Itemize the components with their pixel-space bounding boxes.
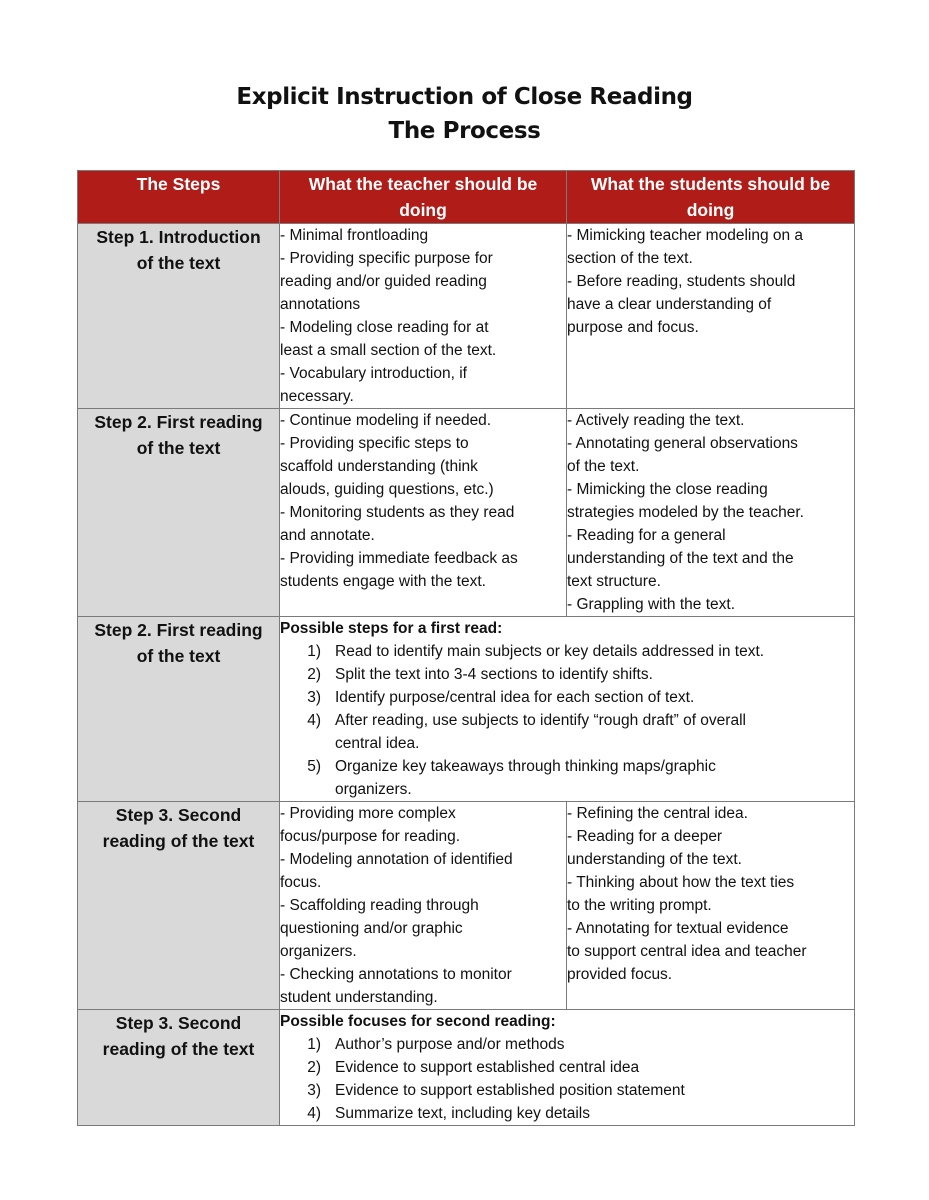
teacher-cell <box>280 409 567 617</box>
teacher-text-line: - Modeling close reading for at <box>280 319 489 336</box>
students-text-line: - Mimicking the close reading <box>567 481 768 498</box>
process-table <box>77 170 855 1126</box>
teacher-text-line: questioning and/or graphic <box>280 920 463 937</box>
teacher-text-line: focus/purpose for reading. <box>280 828 461 845</box>
teacher-cell <box>280 224 567 409</box>
list-title: Possible focuses for second reading: <box>280 1013 556 1030</box>
teacher-text-line: focus. <box>280 874 322 891</box>
list-item-text <box>335 1033 854 1056</box>
list-item-text <box>335 1056 854 1079</box>
students-text-line: - Annotating general observations <box>567 435 798 452</box>
list-item-text <box>335 1079 854 1102</box>
students-cell <box>567 409 855 617</box>
teacher-text-line: student understanding. <box>280 989 438 1006</box>
teacher-text-line: annotations <box>280 296 361 313</box>
students-text-line: of the text. <box>567 458 640 475</box>
list-item-line: Identify purpose/central idea for each section of text. <box>335 689 695 706</box>
step-label-line: reading of the text <box>102 1039 255 1059</box>
header-students <box>567 171 855 224</box>
step-label <box>78 409 280 617</box>
list-item-number: 1) <box>307 643 321 660</box>
list-item-line: After reading, use subjects to identify “rough draft” of overall <box>335 712 746 729</box>
document-title <box>0 80 929 148</box>
students-text-line: text structure. <box>567 573 661 590</box>
table-row <box>78 224 855 409</box>
step-label <box>78 802 280 1010</box>
list-item <box>280 1102 854 1125</box>
step-label-line: of the text <box>136 253 221 273</box>
list-item-number: 5) <box>307 758 321 775</box>
table-row <box>78 1010 855 1126</box>
list-item-number: 4) <box>307 1105 321 1122</box>
students-text-line: - Grappling with the text. <box>567 596 735 613</box>
step-label <box>78 224 280 409</box>
students-text-line: section of the text. <box>567 250 693 267</box>
teacher-text-line: - Providing specific purpose for <box>280 250 493 267</box>
students-text-line: - Thinking about how the text ties <box>567 874 795 891</box>
teacher-text-line: and annotate. <box>280 527 375 544</box>
students-text-line: provided focus. <box>567 966 673 983</box>
list-item-text <box>335 755 854 801</box>
list-item-line: Author’s purpose and/or methods <box>335 1036 565 1053</box>
students-text-line: - Annotating for textual evidence <box>567 920 789 937</box>
students-text-line: - Reading for a general <box>567 527 726 544</box>
numbered-list <box>280 640 854 801</box>
teacher-text-line: students engage with the text. <box>280 573 486 590</box>
students-text-line: purpose and focus. <box>567 319 699 336</box>
numbered-list <box>280 1033 854 1125</box>
teacher-text-line: - Vocabulary introduction, if <box>280 365 467 382</box>
list-item <box>280 755 854 801</box>
list-item <box>280 1079 854 1102</box>
students-text-line: - Refining the central idea. <box>567 805 748 822</box>
list-item-line: Summarize text, including key details <box>335 1105 591 1122</box>
students-text-line: to the writing prompt. <box>567 897 712 914</box>
teacher-text-line: - Providing more complex <box>280 805 456 822</box>
header-teacher <box>280 171 567 224</box>
teacher-text-line: - Minimal frontloading <box>280 227 429 244</box>
header-text-line: doing <box>686 200 735 220</box>
teacher-text-line: - Continue modeling if needed. <box>280 412 492 429</box>
header-text-line: doing <box>399 200 447 220</box>
list-cell <box>280 617 855 802</box>
teacher-text-line: least a small section of the text. <box>280 342 497 359</box>
header-text-line: What the teacher should be <box>308 174 538 194</box>
step-label-line: of the text <box>136 438 221 458</box>
list-item-number: 3) <box>307 1082 321 1099</box>
header-row <box>78 171 855 224</box>
students-text-line: - Reading for a deeper <box>567 828 723 845</box>
list-title: Possible steps for a first read: <box>280 620 503 637</box>
students-cell <box>567 802 855 1010</box>
step-label-line: reading of the text <box>102 831 255 851</box>
step-label-line: of the text <box>136 646 221 666</box>
step-label-line: Step 2. First reading <box>94 620 263 640</box>
list-item-number: 2) <box>307 1059 321 1076</box>
list-item <box>280 1056 854 1079</box>
list-cell <box>280 1010 855 1126</box>
list-item-text <box>335 686 854 709</box>
students-text-line: understanding of the text and the <box>567 550 794 567</box>
students-cell <box>567 224 855 409</box>
students-text-line: - Actively reading the text. <box>567 412 745 429</box>
list-item-line: Evidence to support established position statement <box>335 1082 685 1099</box>
teacher-text-line: necessary. <box>280 388 354 405</box>
students-text-line: have a clear understanding of <box>567 296 772 313</box>
step-label <box>78 617 280 802</box>
list-item-number: 1) <box>307 1036 321 1053</box>
teacher-text-line: - Providing specific steps to <box>280 435 469 452</box>
table-row <box>78 409 855 617</box>
list-item-number: 4) <box>307 712 321 729</box>
step-label <box>78 1010 280 1126</box>
header-text-line: The Steps <box>136 174 221 194</box>
table-row <box>78 802 855 1010</box>
step-label-line: Step 2. First reading <box>94 412 263 432</box>
header-text-line: What the students should be <box>590 174 831 194</box>
step-label-line: Step 3. Second <box>115 1013 242 1033</box>
step-label-line: Step 3. Second <box>115 805 242 825</box>
list-item-line: Evidence to support established central idea <box>335 1059 640 1076</box>
teacher-text-line: - Providing immediate feedback as <box>280 550 518 567</box>
table-row <box>78 617 855 802</box>
students-text-line: understanding of the text. <box>567 851 742 868</box>
teacher-text-line: - Monitoring students as they read <box>280 504 515 521</box>
list-item-number: 3) <box>307 689 321 706</box>
teacher-text-line: - Scaffolding reading through <box>280 897 479 914</box>
list-item <box>280 663 854 686</box>
teacher-text-line: alouds, guiding questions, etc.) <box>280 481 494 498</box>
title-line-1: Explicit Instruction of Close Reading <box>236 84 693 110</box>
teacher-cell <box>280 802 567 1010</box>
list-item-text <box>335 663 854 686</box>
teacher-text-line: scaffold understanding (think <box>280 458 478 475</box>
list-item-line: organizers. <box>335 781 412 798</box>
header-steps <box>78 171 280 224</box>
teacher-text-line: - Checking annotations to monitor <box>280 966 512 983</box>
list-item-line: Read to identify main subjects or key details addressed in text. <box>335 643 765 660</box>
list-item <box>280 686 854 709</box>
list-item-text <box>335 1102 854 1125</box>
list-item-text <box>335 640 854 663</box>
teacher-text-line: - Modeling annotation of identified <box>280 851 513 868</box>
title-line-2: The Process <box>388 118 541 144</box>
list-item-line: Split the text into 3-4 sections to identify shifts. <box>335 666 653 683</box>
students-text-line: to support central idea and teacher <box>567 943 807 960</box>
list-item-line: Organize key takeaways through thinking maps/graphic <box>335 758 716 775</box>
students-text-line: - Before reading, students should <box>567 273 796 290</box>
students-text-line: - Mimicking teacher modeling on a <box>567 227 804 244</box>
list-item-line: central idea. <box>335 735 420 752</box>
list-item-number: 2) <box>307 666 321 683</box>
teacher-text-line: organizers. <box>280 943 357 960</box>
step-label-line: Step 1. Introduction <box>96 227 261 247</box>
list-item <box>280 709 854 755</box>
list-item <box>280 640 854 663</box>
students-text-line: strategies modeled by the teacher. <box>567 504 804 521</box>
teacher-text-line: reading and/or guided reading <box>280 273 487 290</box>
list-item-text <box>335 709 854 755</box>
list-item <box>280 1033 854 1056</box>
